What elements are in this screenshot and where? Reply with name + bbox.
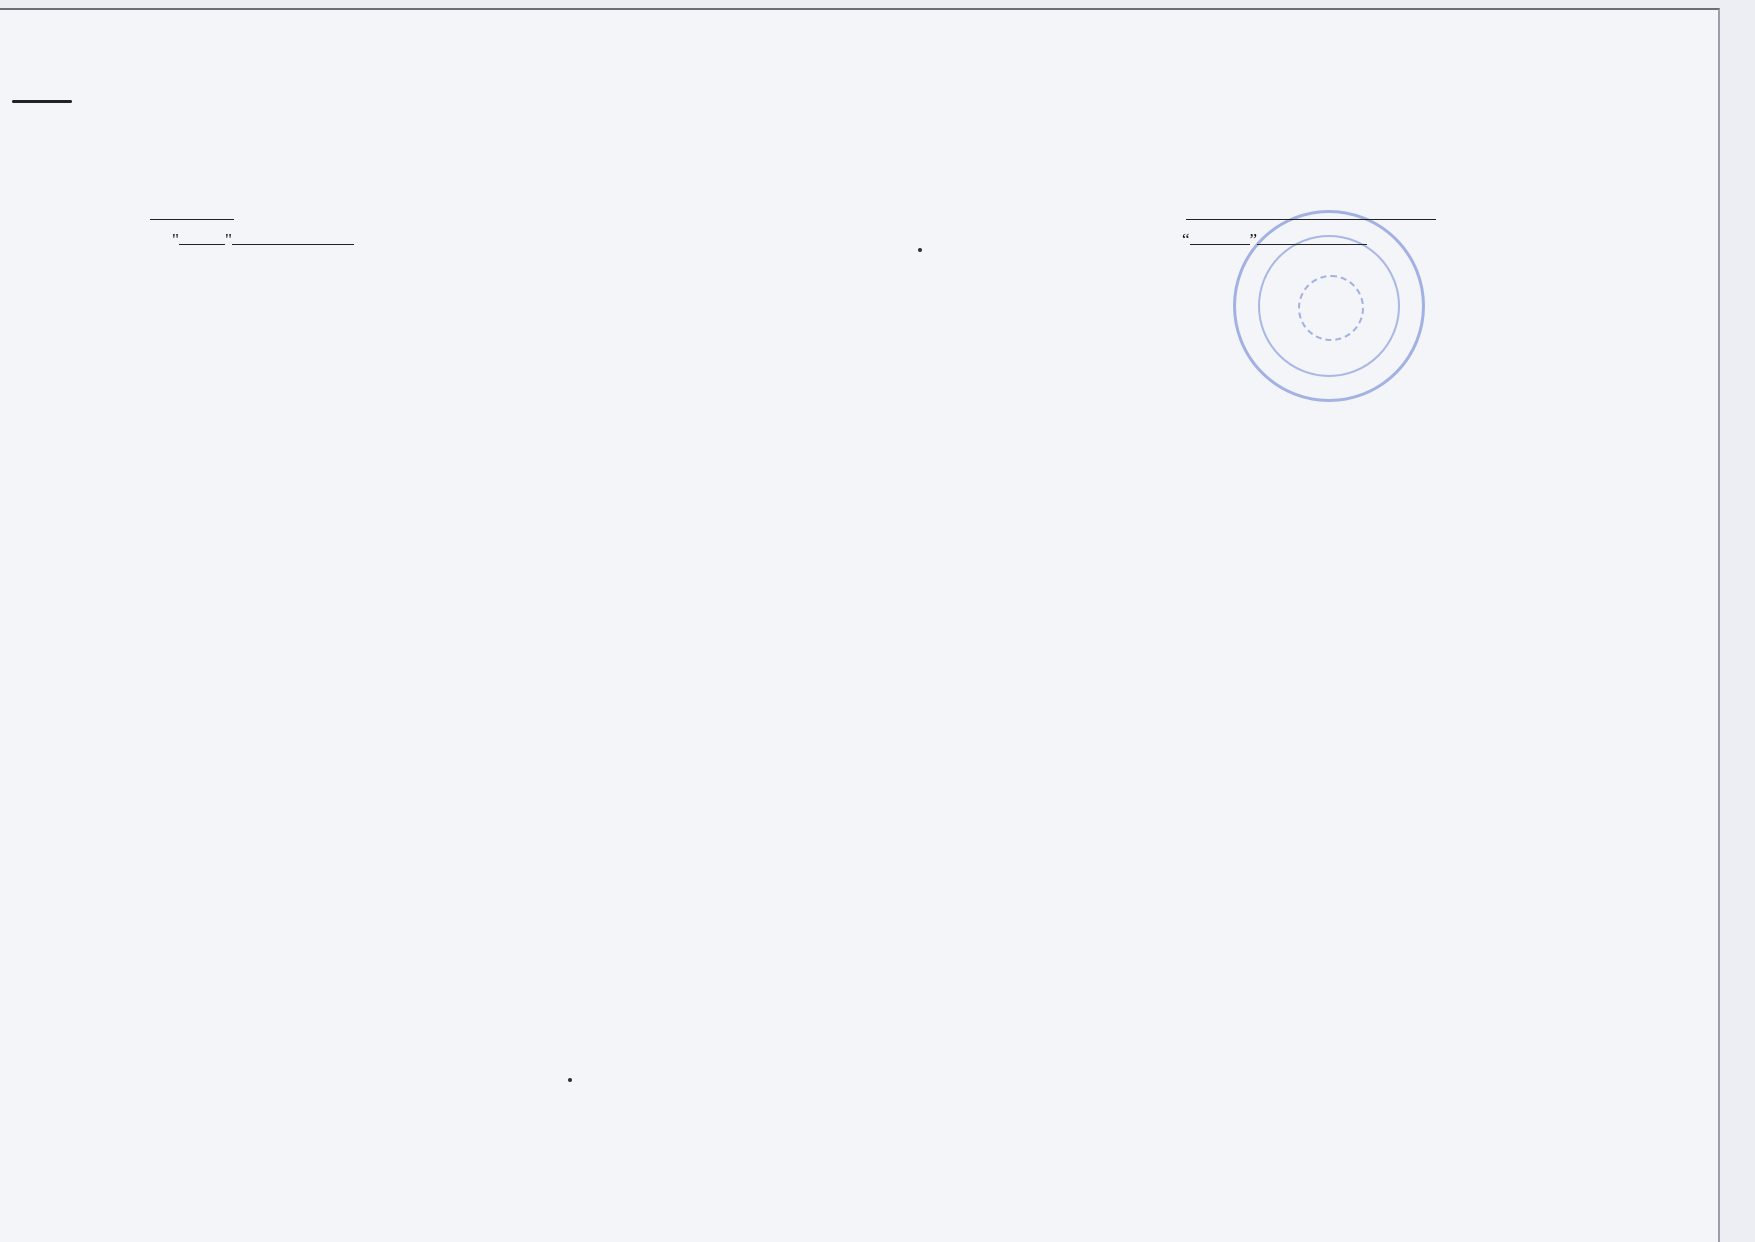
scan-mark	[12, 100, 72, 103]
right-date-day	[1190, 244, 1250, 245]
left-approval-block	[150, 202, 354, 252]
document-page	[0, 8, 1720, 1242]
right-approval-block	[1070, 202, 1630, 252]
left-date-day	[179, 244, 225, 245]
right-signature	[1186, 219, 1436, 220]
right-approval-date: “ ”	[1070, 227, 1630, 252]
scan-speck	[918, 248, 922, 252]
right-approval-signature-line	[1070, 202, 1630, 227]
right-date-month	[1257, 244, 1367, 245]
left-date-month	[232, 244, 354, 245]
left-approval-date: " "	[150, 227, 354, 252]
left-approval-signature-line	[150, 202, 354, 227]
left-signature	[150, 219, 234, 220]
scan-speck	[568, 1078, 572, 1082]
